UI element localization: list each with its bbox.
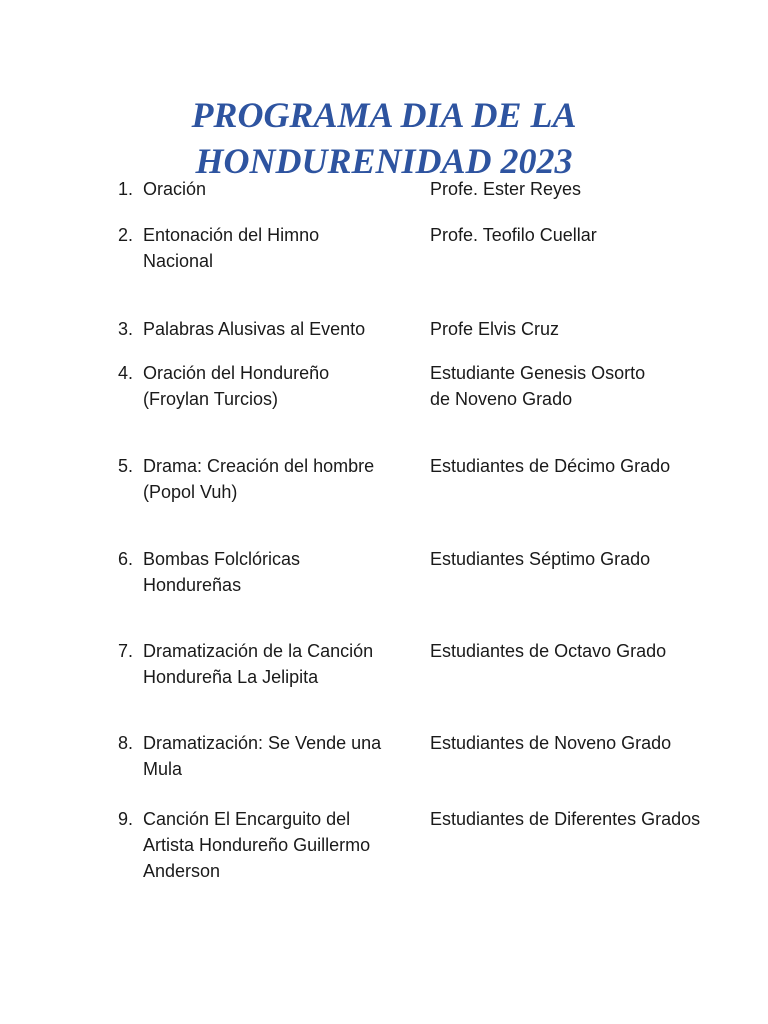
item-responsible (430, 806, 760, 832)
item-number: 5. (118, 456, 134, 476)
responsible-line: Estudiantes de Décimo Grado (430, 456, 671, 476)
title-line-1: PROGRAMA DIA DE LA (191, 95, 577, 135)
activity-line: Palabras Alusivas al Evento (143, 319, 366, 339)
item-activity (143, 546, 408, 598)
activity-line: Canción El Encarguito del (143, 809, 351, 829)
activity-line: Artista Hondureño Guillermo (143, 835, 371, 855)
item-number: 8. (118, 733, 134, 753)
item-responsible (430, 316, 760, 342)
responsible-line: Estudiantes de Noveno Grado (430, 733, 672, 753)
item-activity (143, 222, 408, 274)
item-activity (143, 730, 408, 782)
activity-line: Dramatización de la Canción (143, 641, 374, 661)
responsible-line: Profe. Ester Reyes (430, 179, 582, 199)
item-responsible (430, 176, 760, 202)
activity-line: Entonación del Himno (143, 225, 320, 245)
activity-line: (Froylan Turcios) (143, 389, 279, 409)
activity-line: Dramatización: Se Vende una (143, 733, 382, 753)
responsible-line: de Noveno Grado (430, 389, 573, 409)
activity-line: Hondureña La Jelipita (143, 667, 319, 687)
item-activity (143, 638, 408, 690)
activity-line: Drama: Creación del hombre (143, 456, 375, 476)
responsible-line: Estudiante Genesis Osorto (430, 363, 646, 383)
item-responsible (430, 546, 760, 572)
item-number: 2. (118, 225, 134, 245)
item-number: 9. (118, 809, 134, 829)
activity-line: Nacional (143, 251, 214, 271)
activity-line: Hondureñas (143, 575, 242, 595)
item-number: 6. (118, 549, 134, 569)
item-activity (143, 176, 408, 202)
item-activity (143, 360, 408, 412)
activity-line: Mula (143, 759, 183, 779)
activity-line: Oración (143, 179, 207, 199)
responsible-line: Estudiantes de Octavo Grado (430, 641, 667, 661)
responsible-line: Profe Elvis Cruz (430, 319, 560, 339)
title-line-2: HONDURENIDAD 2023 (195, 141, 573, 181)
item-responsible (430, 453, 760, 479)
item-responsible (430, 222, 760, 248)
item-responsible (430, 638, 760, 664)
item-responsible (430, 730, 760, 756)
item-number: 7. (118, 641, 134, 661)
item-activity (143, 316, 408, 342)
responsible-line: Estudiantes de Diferentes Grados (430, 809, 701, 829)
responsible-line: Estudiantes Séptimo Grado (430, 549, 651, 569)
item-number: 3. (118, 319, 134, 339)
item-activity (143, 806, 408, 884)
item-responsible (430, 360, 760, 412)
activity-line: Oración del Hondureño (143, 363, 330, 383)
activity-line: (Popol Vuh) (143, 482, 238, 502)
activity-line: Bombas Folclóricas (143, 549, 301, 569)
activity-line: Anderson (143, 861, 221, 881)
item-activity (143, 453, 408, 505)
responsible-line: Profe. Teofilo Cuellar (430, 225, 597, 245)
page-title (0, 92, 768, 184)
item-number: 4. (118, 363, 134, 383)
item-number: 1. (118, 179, 134, 199)
